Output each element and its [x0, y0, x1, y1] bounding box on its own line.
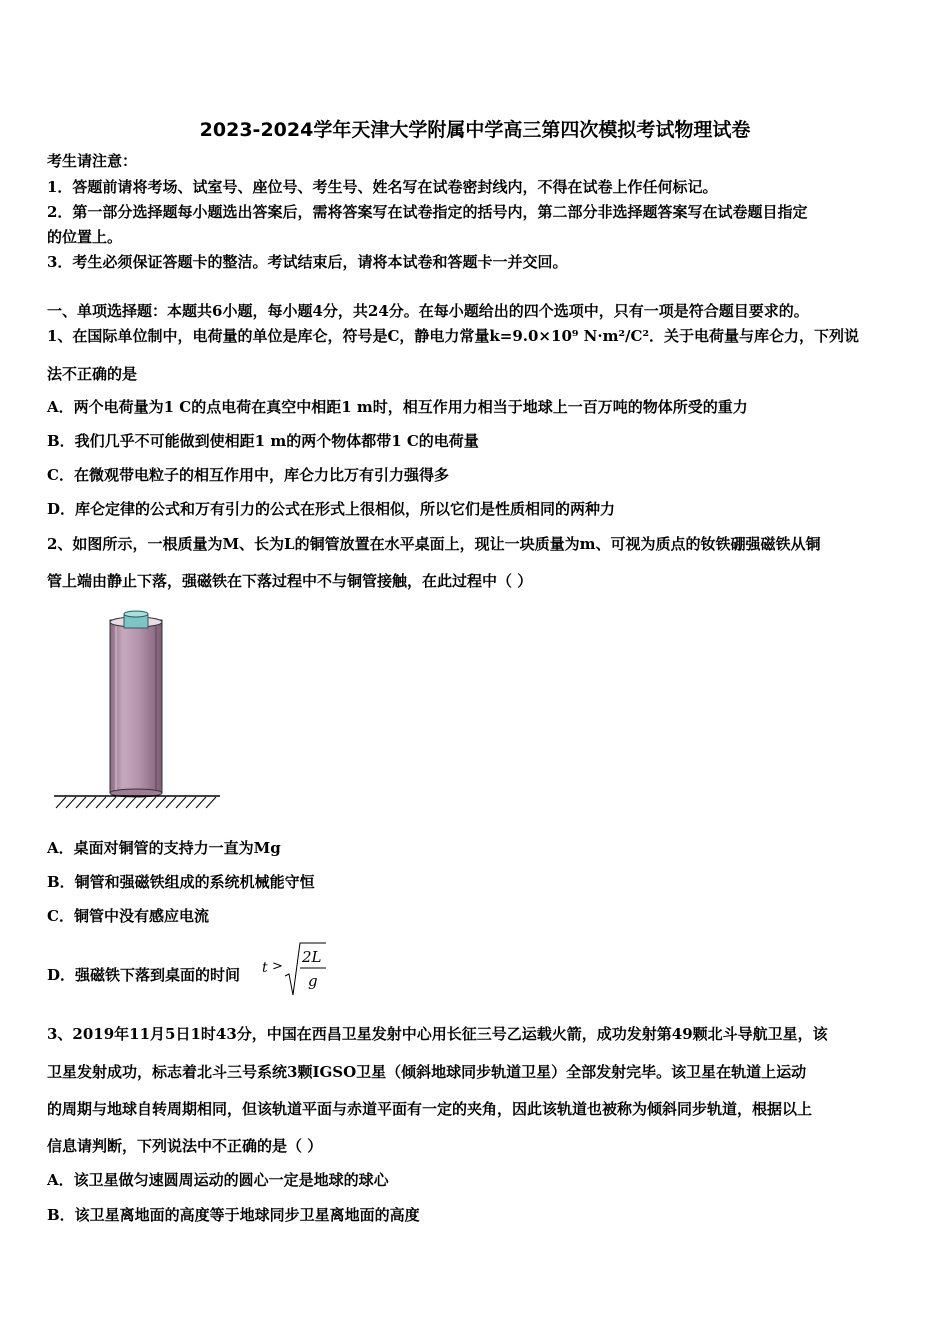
formula-t: t [262, 960, 268, 976]
copper-tube-figure [52, 610, 222, 815]
notice-item: 的位置上。 [47, 228, 123, 246]
question-2-stem: 2、如图所示，一根质量为M、长为L的铜管放置在水平桌面上，现让一块质量为m、可视为质点的钕铁硼强磁铁从铜 [47, 535, 821, 553]
notice-item: 3．考生必须保证答题卡的整洁。考试结束后，请将本试卷和答题卡一并交回。 [47, 253, 568, 271]
section-heading: 一、单项选择题：本题共6小题，每小题4分，共24分。在每小题给出的四个选项中，只有一项是符合题目要求的。 [47, 302, 809, 320]
question-1-option-d: D．库仑定律的公式和万有引力的公式在形式上很相似，所以它们是性质相同的两种力 [47, 500, 616, 518]
question-1-stem: 1、在国际单位制中，电荷量的单位是库仑，符号是C，静电力常量k=9.0×10⁹ N·m²/C²．关于电荷量与库仑力，下列说 [47, 327, 860, 345]
question-2-option-b: B．铜管和强磁铁组成的系统机械能守恒 [47, 873, 315, 891]
notice-item: 2．第一部分选择题每小题选出答案后，需将答案写在试卷指定的括号内，第二部分非选择题答案写在试卷题目指定 [47, 203, 808, 221]
question-2-option-a: A．桌面对铜管的支持力一直为Mg [47, 839, 281, 857]
question-3-stem-cont: 信息请判断，下列说法中不正确的是（ ） [47, 1137, 323, 1155]
notice-item: 1．答题前请将考场、试室号、座位号、考生号、姓名写在试卷密封线内，不得在试卷上作任何标记。 [47, 178, 718, 196]
question-1-stem-cont: 法不正确的是 [47, 365, 138, 383]
question-3-option-a: A．该卫星做匀速圆周运动的圆心一定是地球的球心 [47, 1171, 389, 1189]
question-2-option-c: C．铜管中没有感应电流 [47, 907, 209, 925]
question-3-stem-cont: 卫星发射成功，标志着北斗三号系统3颗IGSO卫星（倾斜地球同步轨道卫星）全部发射完毕。该卫星在轨道上运动 [47, 1063, 807, 1081]
ground-surface [54, 796, 220, 808]
formula-denominator: g [308, 972, 318, 990]
question-3-stem-cont: 的周期与地球自转周期相同，但该轨道平面与赤道平面有一定的夹角，因此该轨道也被称为倾斜同步轨道，根据以上 [47, 1100, 813, 1118]
magnet [124, 611, 148, 628]
question-1-option-a: A．两个电荷量为1 C的点电荷在真空中相距1 m时，相互作用力相当于地球上一百万吨的物体所受的重力 [47, 398, 748, 416]
question-1-option-b: B．我们几乎不可能做到使相距1 m的两个物体都带1 C的电荷量 [47, 432, 479, 450]
question-1-option-c: C．在微观带电粒子的相互作用中，库仑力比万有引力强得多 [47, 466, 449, 484]
question-2-option-d: D．强磁铁下落到桌面的时间 [47, 966, 241, 984]
formula-numerator: 2L [302, 948, 322, 966]
question-3-option-b: B．该卫星离地面的高度等于地球同步卫星离地面的高度 [47, 1206, 420, 1224]
time-formula [262, 940, 332, 998]
question-3-stem: 3、2019年11月5日1时43分，中国在西昌卫星发射中心用长征三号乙运载火箭，成功发射第49颗北斗导航卫星，该 [47, 1025, 828, 1043]
page-title: 2023-2024学年天津大学附属中学高三第四次模拟考试物理试卷 [199, 119, 751, 141]
question-2-stem-cont: 管上端由静止下落，强磁铁在下落过程中不与铜管接触，在此过程中（ ） [47, 572, 533, 590]
copper-tube [110, 617, 162, 797]
notice-heading: 考生请注意： [47, 152, 138, 170]
formula-gt: > [272, 959, 283, 974]
